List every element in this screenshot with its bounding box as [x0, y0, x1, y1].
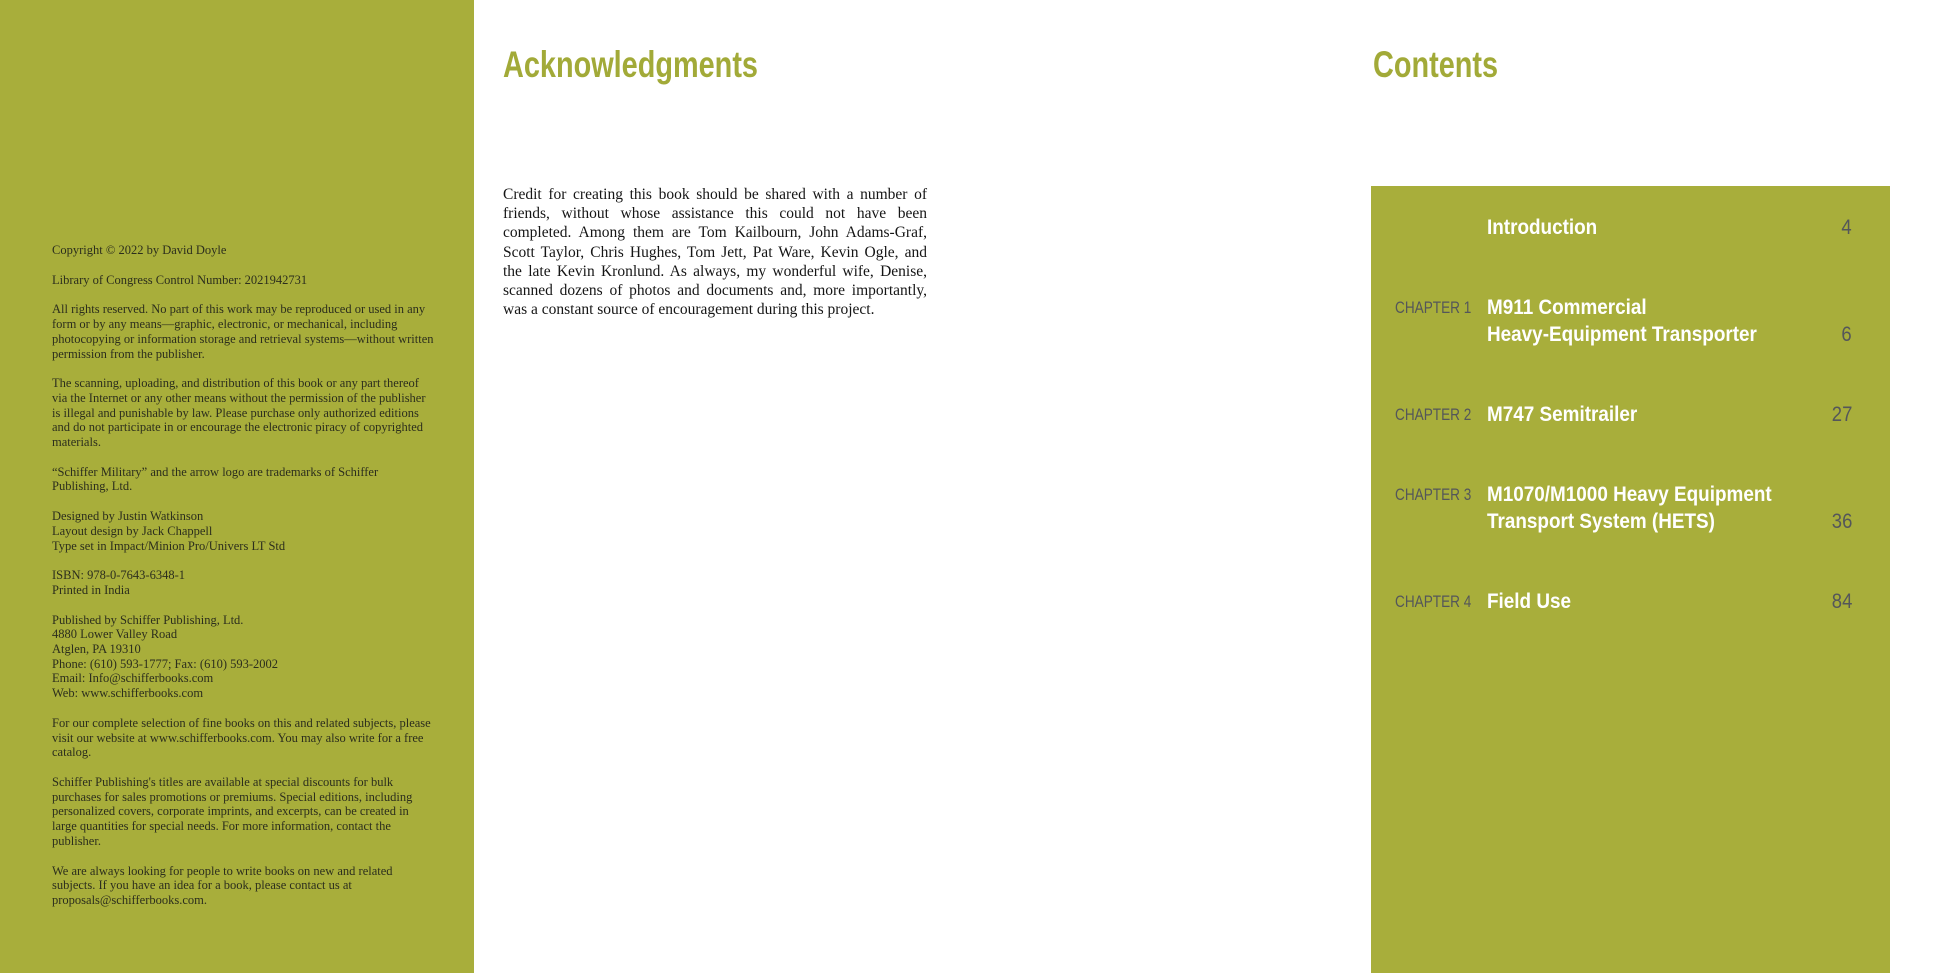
- toc-chapter-title: [1487, 588, 1829, 615]
- toc-entry: [1395, 481, 1852, 535]
- copyright-paragraph: For our complete selection of fine books on this and related subjects, please visit our website at www.schifferbooks.com. You may also write for a free catalog.: [52, 715, 431, 760]
- toc-chapter-title-line: Introduction: [1487, 216, 1598, 239]
- copyright-paragraph: Designed by Justin Watkinson Layout design by Jack Chappell Type set in Impact/Minion Pro/Univers LT Std: [52, 509, 286, 553]
- toc-chapter-label: CHAPTER 1: [1395, 298, 1472, 317]
- toc-chapter-label: CHAPTER 4: [1395, 592, 1472, 611]
- toc-chapter-title-line: Field Use: [1487, 590, 1572, 613]
- toc-entry: [1395, 401, 1852, 428]
- toc-chapter-label: CHAPTER 3: [1395, 485, 1472, 504]
- copyright-paragraph: “Schiffer Military” and the arrow logo are trademarks of Schiffer Publishing, Ltd.: [52, 464, 379, 494]
- toc-chapter-title-line: Heavy-Equipment Transporter: [1487, 323, 1757, 346]
- copyright-paragraph: Copyright © 2022 by David Doyle: [52, 243, 227, 257]
- copyright-paragraph: Published by Schiffer Publishing, Ltd. 4880 Lower Valley Road Atglen, PA 19310 Phone: (610) 593-1777; Fax: (610) 593-2002 Email: Info@schifferbooks.com Web: www.schifferbooks.com: [52, 612, 279, 701]
- acknowledgments-body: Credit for creating this book should be shared with a number of friends, without whose assistance this could not have been completed. Among them are Tom Kailbourn, John Adams-Graf, Scott Taylor, Chris Hughes, Tom Jett, Pat Ware, Kevin Ogle, and the late Kevin Kronlund. As always, my wonderful wife, Denise, scanned dozens of photos and documents and, more importantly, was a constant source of encouragement during this project.: [503, 186, 927, 319]
- contents-title: Contents: [1373, 44, 1499, 85]
- toc-chapter-title: [1487, 214, 1840, 241]
- toc-page-number: 4: [1841, 216, 1852, 239]
- copyright-paragraph: All rights reserved. No part of this work may be reproduced or used in any form or by any means—graphic, electronic, or mechanical, including photocopying or information storage and retrieval systems—without written permission from the publisher.: [52, 302, 434, 361]
- acknowledgments-title: Acknowledgments: [503, 44, 758, 85]
- toc-page-number: 27: [1831, 403, 1852, 426]
- copyright-text-block: [52, 243, 434, 923]
- toc-chapter-title-line: Transport System (HETS): [1487, 510, 1715, 533]
- toc-chapter-title: [1487, 481, 1829, 535]
- toc-page-number: 36: [1831, 510, 1852, 533]
- toc-chapter-title-line: M747 Semitrailer: [1487, 403, 1638, 426]
- contents-panel: [1371, 186, 1890, 973]
- toc-chapter-title: [1487, 401, 1829, 428]
- toc-entry: [1395, 214, 1852, 241]
- copyright-paragraph: The scanning, uploading, and distribution of this book or any part thereof via the Internet or any other means without the permission of the publisher is illegal and punishable by law. Please purchase only authorized editions and do not participate in or encourage the electronic piracy of copyrighted materials.: [52, 376, 426, 450]
- copyright-paragraph: We are always looking for people to write books on new and related subjects. If you have an idea for a book, please contact us at proposals@schifferbooks.com.: [52, 863, 393, 907]
- toc-chapter-title: [1487, 294, 1840, 348]
- toc-entry: [1395, 294, 1852, 348]
- copyright-paragraph: Schiffer Publishing's titles are available at special discounts for bulk purchases for sales promotions or premiums. Special editions, including personalized covers, corporate imprints, and excerpts, can be created in large quantities for special needs. For more information, contact the publisher.: [52, 774, 413, 848]
- copyright-paragraph: Library of Congress Control Number: 2021942731: [52, 272, 308, 287]
- toc-page-number: 6: [1841, 323, 1852, 346]
- copyright-paragraph: ISBN: 978-0-7643-6348-1 Printed in India: [52, 568, 185, 597]
- toc-chapter-title-line: M911 Commercial: [1487, 296, 1647, 319]
- toc-page-number: 84: [1831, 590, 1852, 613]
- toc-chapter-title-line: M1070/M1000 Heavy Equipment: [1487, 483, 1772, 506]
- toc-entry: [1395, 588, 1852, 615]
- copyright-panel: [0, 0, 474, 973]
- toc-chapter-label: CHAPTER 2: [1395, 405, 1472, 424]
